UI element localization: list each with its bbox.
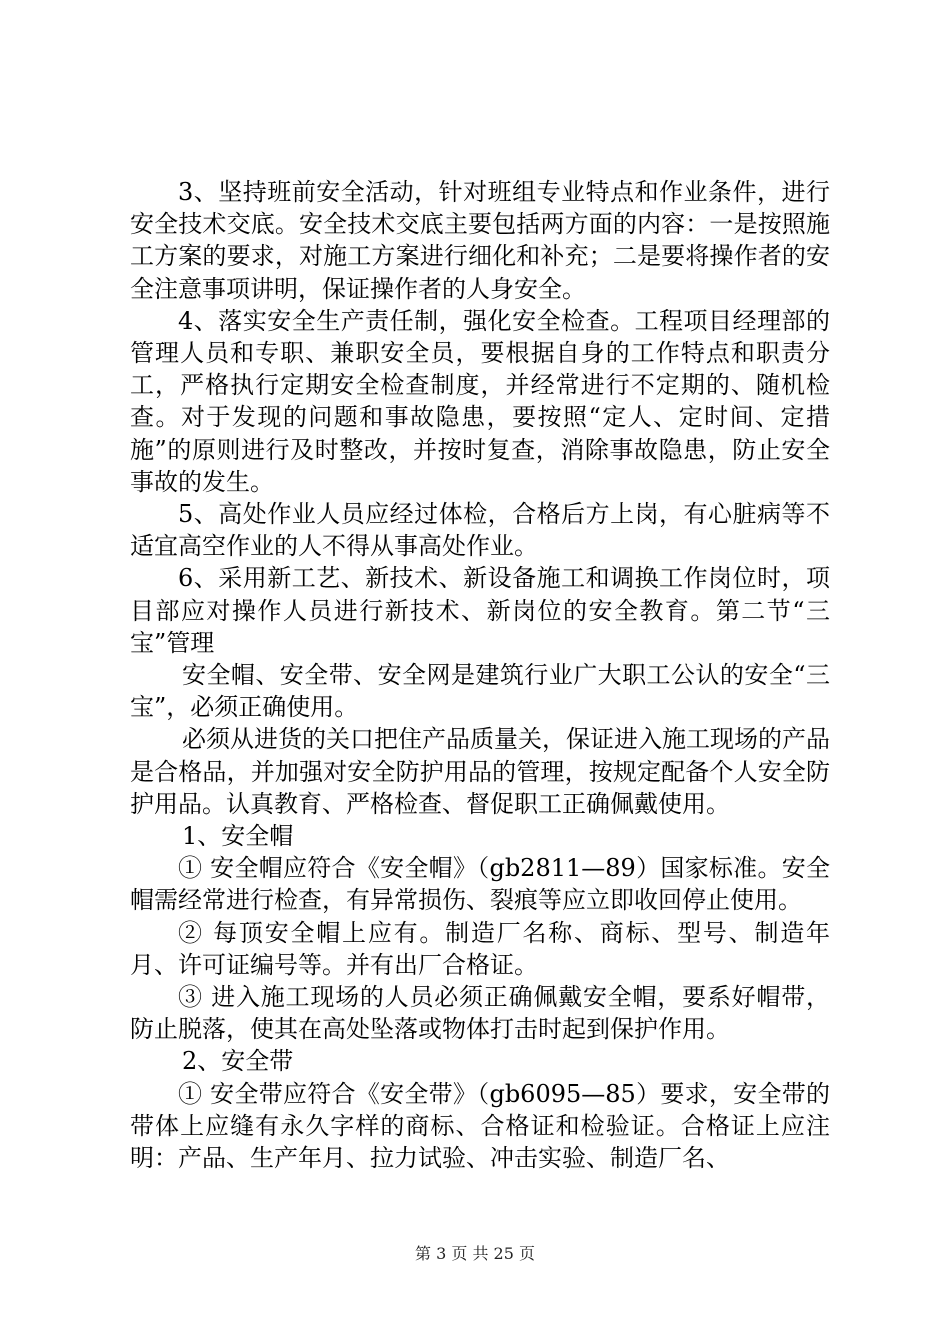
- page-footer: 第 3 页 共 25 页: [415, 1244, 535, 1263]
- paragraph-belt-1: ① 安全带应符合《安全带》（gb6095—85）要求，安全带的带体上应缝有永久字样的商标、合格证和检验证。合格证上应注明：产品、生产年月、拉力试验、冲击实验、制造厂名、: [130, 1079, 830, 1173]
- paragraph-4: 6、采用新工艺、新技术、新设备施工和调换工作岗位时，项目部应对操作人员进行新技术、新岗位的安全教育。第二节“三宝”管理: [130, 564, 830, 657]
- section-heading-belt: 2、安全带: [182, 1047, 294, 1076]
- paragraph-helmet-1: ① 安全帽应符合《安全帽》（gb2811—89）国家标准。安全帽需经常进行检查，有异常损伤、裂痕等应立即收回停止使用。: [130, 854, 830, 915]
- paragraph-6: 必须从进货的关口把住产品质量关，保证进入施工现场的产品是合格品，并加强对安全防护用品的管理，按规定配备个人安全防护用品。认真教育、严格检查、督促职工正确佩戴使用。: [130, 725, 830, 818]
- paragraph-1: 3、坚持班前安全活动，针对班组专业特点和作业条件，进行安全技术交底。安全技术交底主要包括两方面的内容：一是按照施工方案的要求，对施工方案进行细化和补充；二是要将操作者的安全注意事项讲明，保证操作者的人身安全。: [130, 178, 830, 303]
- paragraph-3: 5、高处作业人员应经过体检，合格后方上岗，有心脏病等不适宜高空作业的人不得从事高处作业。: [130, 500, 830, 561]
- paragraph-2: 4、落实安全生产责任制，强化安全检查。工程项目经理部的管理人员和专职、兼职安全员，要根据自身的工作特点和职责分工，严格执行定期安全检查制度，并经常进行不定期的、随机检查。对于发现的问题和事故隐患，要按照“定人、定时间、定措施”的原则进行及时整改，并按时复查，消除事故隐患，防止安全事故的发生。: [130, 306, 830, 496]
- paragraph-5: 安全帽、安全带、安全网是建筑行业广大职工公认的安全“三宝”，必须正确使用。: [130, 661, 830, 722]
- paragraph-helmet-3: ③ 进入施工现场的人员必须正确佩戴安全帽，要系好帽带，防止脱落，使其在高处坠落或物体打击时起到保护作用。: [130, 983, 830, 1044]
- document-body: [130, 176, 830, 1174]
- section-heading-helmet: 1、安全帽: [182, 822, 294, 851]
- paragraph-helmet-2: ② 每顶安全帽上应有。制造厂名称、商标、型号、制造年月、许可证编号等。并有出厂合格证。: [130, 918, 830, 979]
